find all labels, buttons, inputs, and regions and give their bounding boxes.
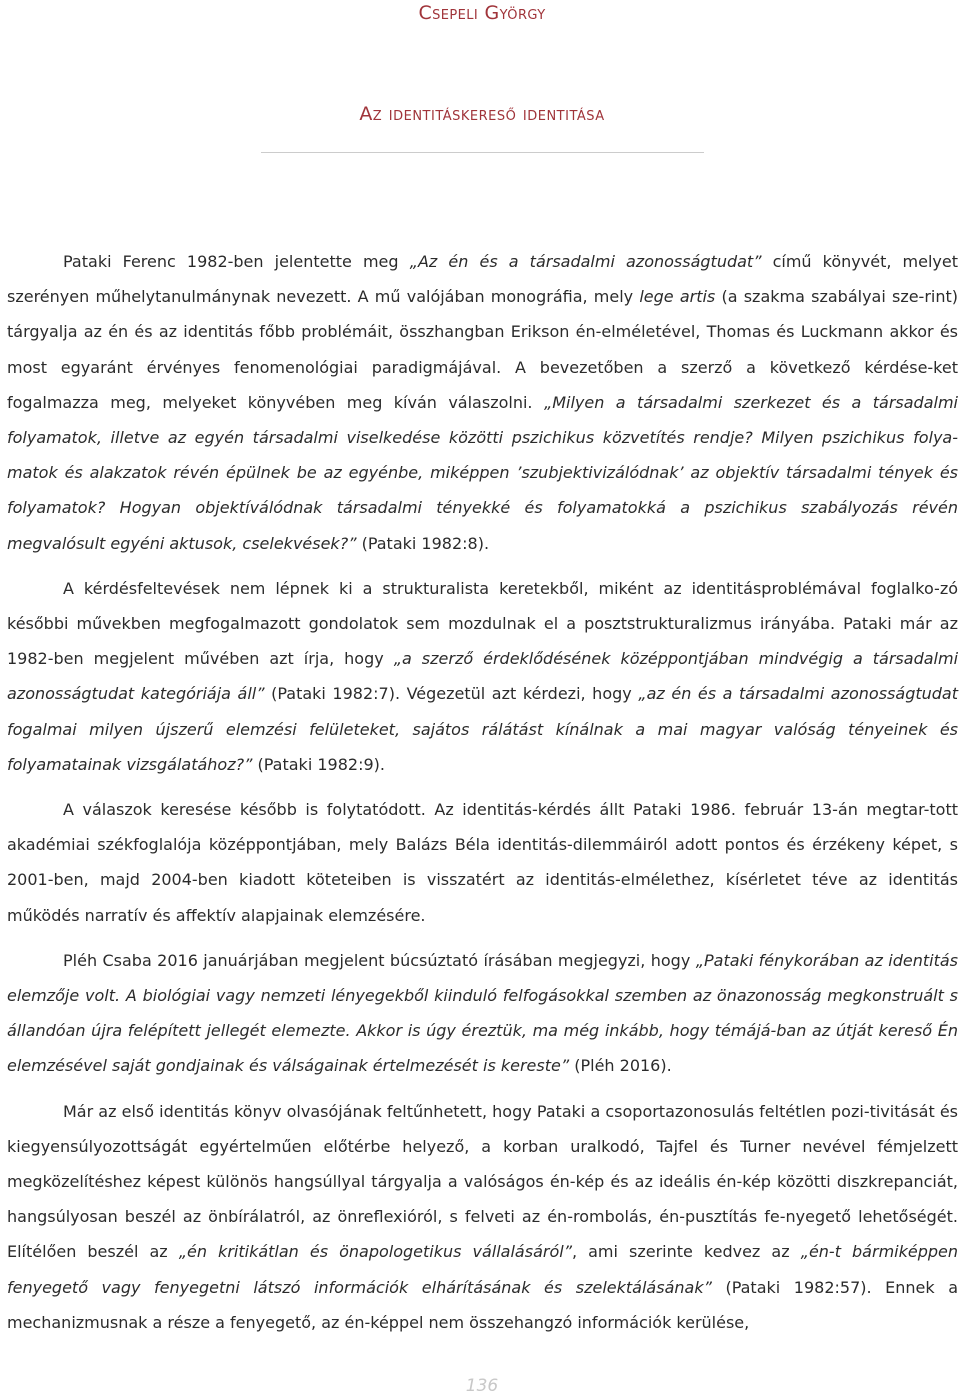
quoted-text: „én kritikátlan és önapologetikus vállalásáról” — [178, 1242, 572, 1262]
title-divider — [261, 152, 704, 153]
text-run: (Pataki 1982:57). Ennek a mechanizmusnak a része a fenyegető, az én-képpel nem összehangzó információk kerülése, — [7, 1277, 958, 1332]
text-run: (Pléh 2016). — [569, 1056, 672, 1076]
quoted-text: Hogyan objektíválódnak társadalmi tényekké és folyamatokká a pszichikus szabályozás révén megvalósult egyéni aktusok, cselekvések?” — [7, 498, 958, 553]
text-run: Pataki Ferenc 1982-ben jelentette meg — [63, 252, 410, 271]
paragraph — [7, 1094, 958, 1340]
paragraph — [7, 571, 958, 782]
quoted-text: Milyen pszichikus folya-matok és alakzatok révén épülnek be az egyénbe, miképpen ’szubjektivizálódnak’ az objektív társadalmi tények és folyamatok? — [7, 428, 959, 518]
quoted-text: „Milyen a társadalmi szerkezet és a társadalmi folyamatok, illetve az egyén társadalmi viselkedése közötti pszichikus közvetítés rendje? — [7, 392, 958, 448]
text-run: című könyvét, melyet szerényen műhelytanulmánynak nevezett. A mű valójában monográfia, mely — [7, 252, 958, 307]
quoted-text: lege artis — [639, 287, 716, 307]
text-run: (Pataki 1982:7). Végezetül azt kérdezi, hogy — [264, 684, 639, 704]
paragraph — [7, 244, 958, 561]
text-run: (Pataki 1982:8). — [356, 533, 490, 553]
quoted-text: „az én és a társadalmi azonosságtudat fogalmai milyen újszerű elemzési felületeket, sajátos rálátást kínálnak a mai magyar valóság tényeinek és folyamatainak vizsgálatához?” — [7, 684, 959, 774]
text-run: , ami szerinte kedvez az — [571, 1242, 801, 1262]
page-number: 136 — [465, 1376, 499, 1396]
article-title: Az identitáskereső identitása — [359, 103, 605, 125]
text-run: (Pataki 1982:9). — [252, 754, 385, 774]
quoted-text: „a szerző érdeklődésének középpontjában mindvégig a társadalmi azonosságtudat kategóriája áll” — [7, 649, 959, 704]
text-run: (a szakma szabályai sze-rint) tárgyalja az én és az identitás főbb problémáit, összhangban Erikson én-elméletével, Thomas és Luckmann akkor és most egyaránt érvényes fenomenológiai paradigmájával. A bevezetőben a szerző a következő kérdése-ket fogalmazza meg, melyeket könyvében meg kíván válaszolni. — [7, 287, 959, 412]
quoted-text: „én-t bármiképpen fenyegető vagy fenyegetni látszó információk elhárításának és szelektálásának” — [7, 1242, 959, 1297]
text-run: Pléh Csaba 2016 januárjában megjelent búcsúztató írásában megjegyzi, hogy — [63, 950, 696, 970]
text-run: Már az első identitás könyv olvasójának feltűnhetett, hogy Pataki a csoportazonosulás feltétlen pozi-tivitását és kiegyensúlyozottságát egyértelműen előtérbe helyező, a korban uralkodó, Tajfel és Turner nevével fémjelzett megközelítéshez képest különös hangsúllyal tárgyalja a valóságos én-kép és az ideális én-kép közötti diszkrepanciát, hangsúlyosan beszél az önbírálatról, az önreflexióról, s felveti az én-rombolás, én-pusztítás fe-nyegető lehetőségét. Elítélően beszél az — [7, 1101, 958, 1262]
author-name: Csepeli György — [418, 2, 546, 24]
paragraph — [7, 792, 958, 933]
paragraph — [7, 943, 958, 1084]
text-run: A válaszok keresése később is folytatódott. Az identitás-kérdés állt Pataki 1986. február 13-án megtar-tott akadémiai székfoglalója középpontjában, mely Balázs Béla identitás-dilemmáiról adott pontos és érzékeny képet, s 2001-ben, majd 2004-ben kiadott köteteiben is visszatért az identitás-elmélethez, kísérletet téve az identitás működés narratív és affektív alapjainak elemzésére. — [7, 800, 958, 925]
quoted-text: „Az én és a társadalmi azonosságtudat” — [409, 252, 762, 271]
quoted-text: „Pataki fénykorában az identitás elemzője volt. A biológiai vagy nemzeti lényegekből kiinduló felfogásokkal szemben az önazonosság megkonstruált s állandóan újra felépített jellegét elemezte. Akkor is úgy éreztük, ma még inkább, hogy témájá-ban az útját kereső Én elemzésével saját gondjainak és válságainak értelmezését is kereste” — [7, 950, 958, 1076]
text-run: A kérdésfeltevések nem lépnek ki a strukturalista keretekből, miként az identitásproblémával foglalko-zó későbbi művekben megfogalmazott gondolatok sem mozdulnak el a posztstrukturalizmus irányába. Pataki már az 1982-ben megjelent művében azt írja, hogy — [7, 578, 958, 669]
article-body — [7, 244, 958, 1340]
